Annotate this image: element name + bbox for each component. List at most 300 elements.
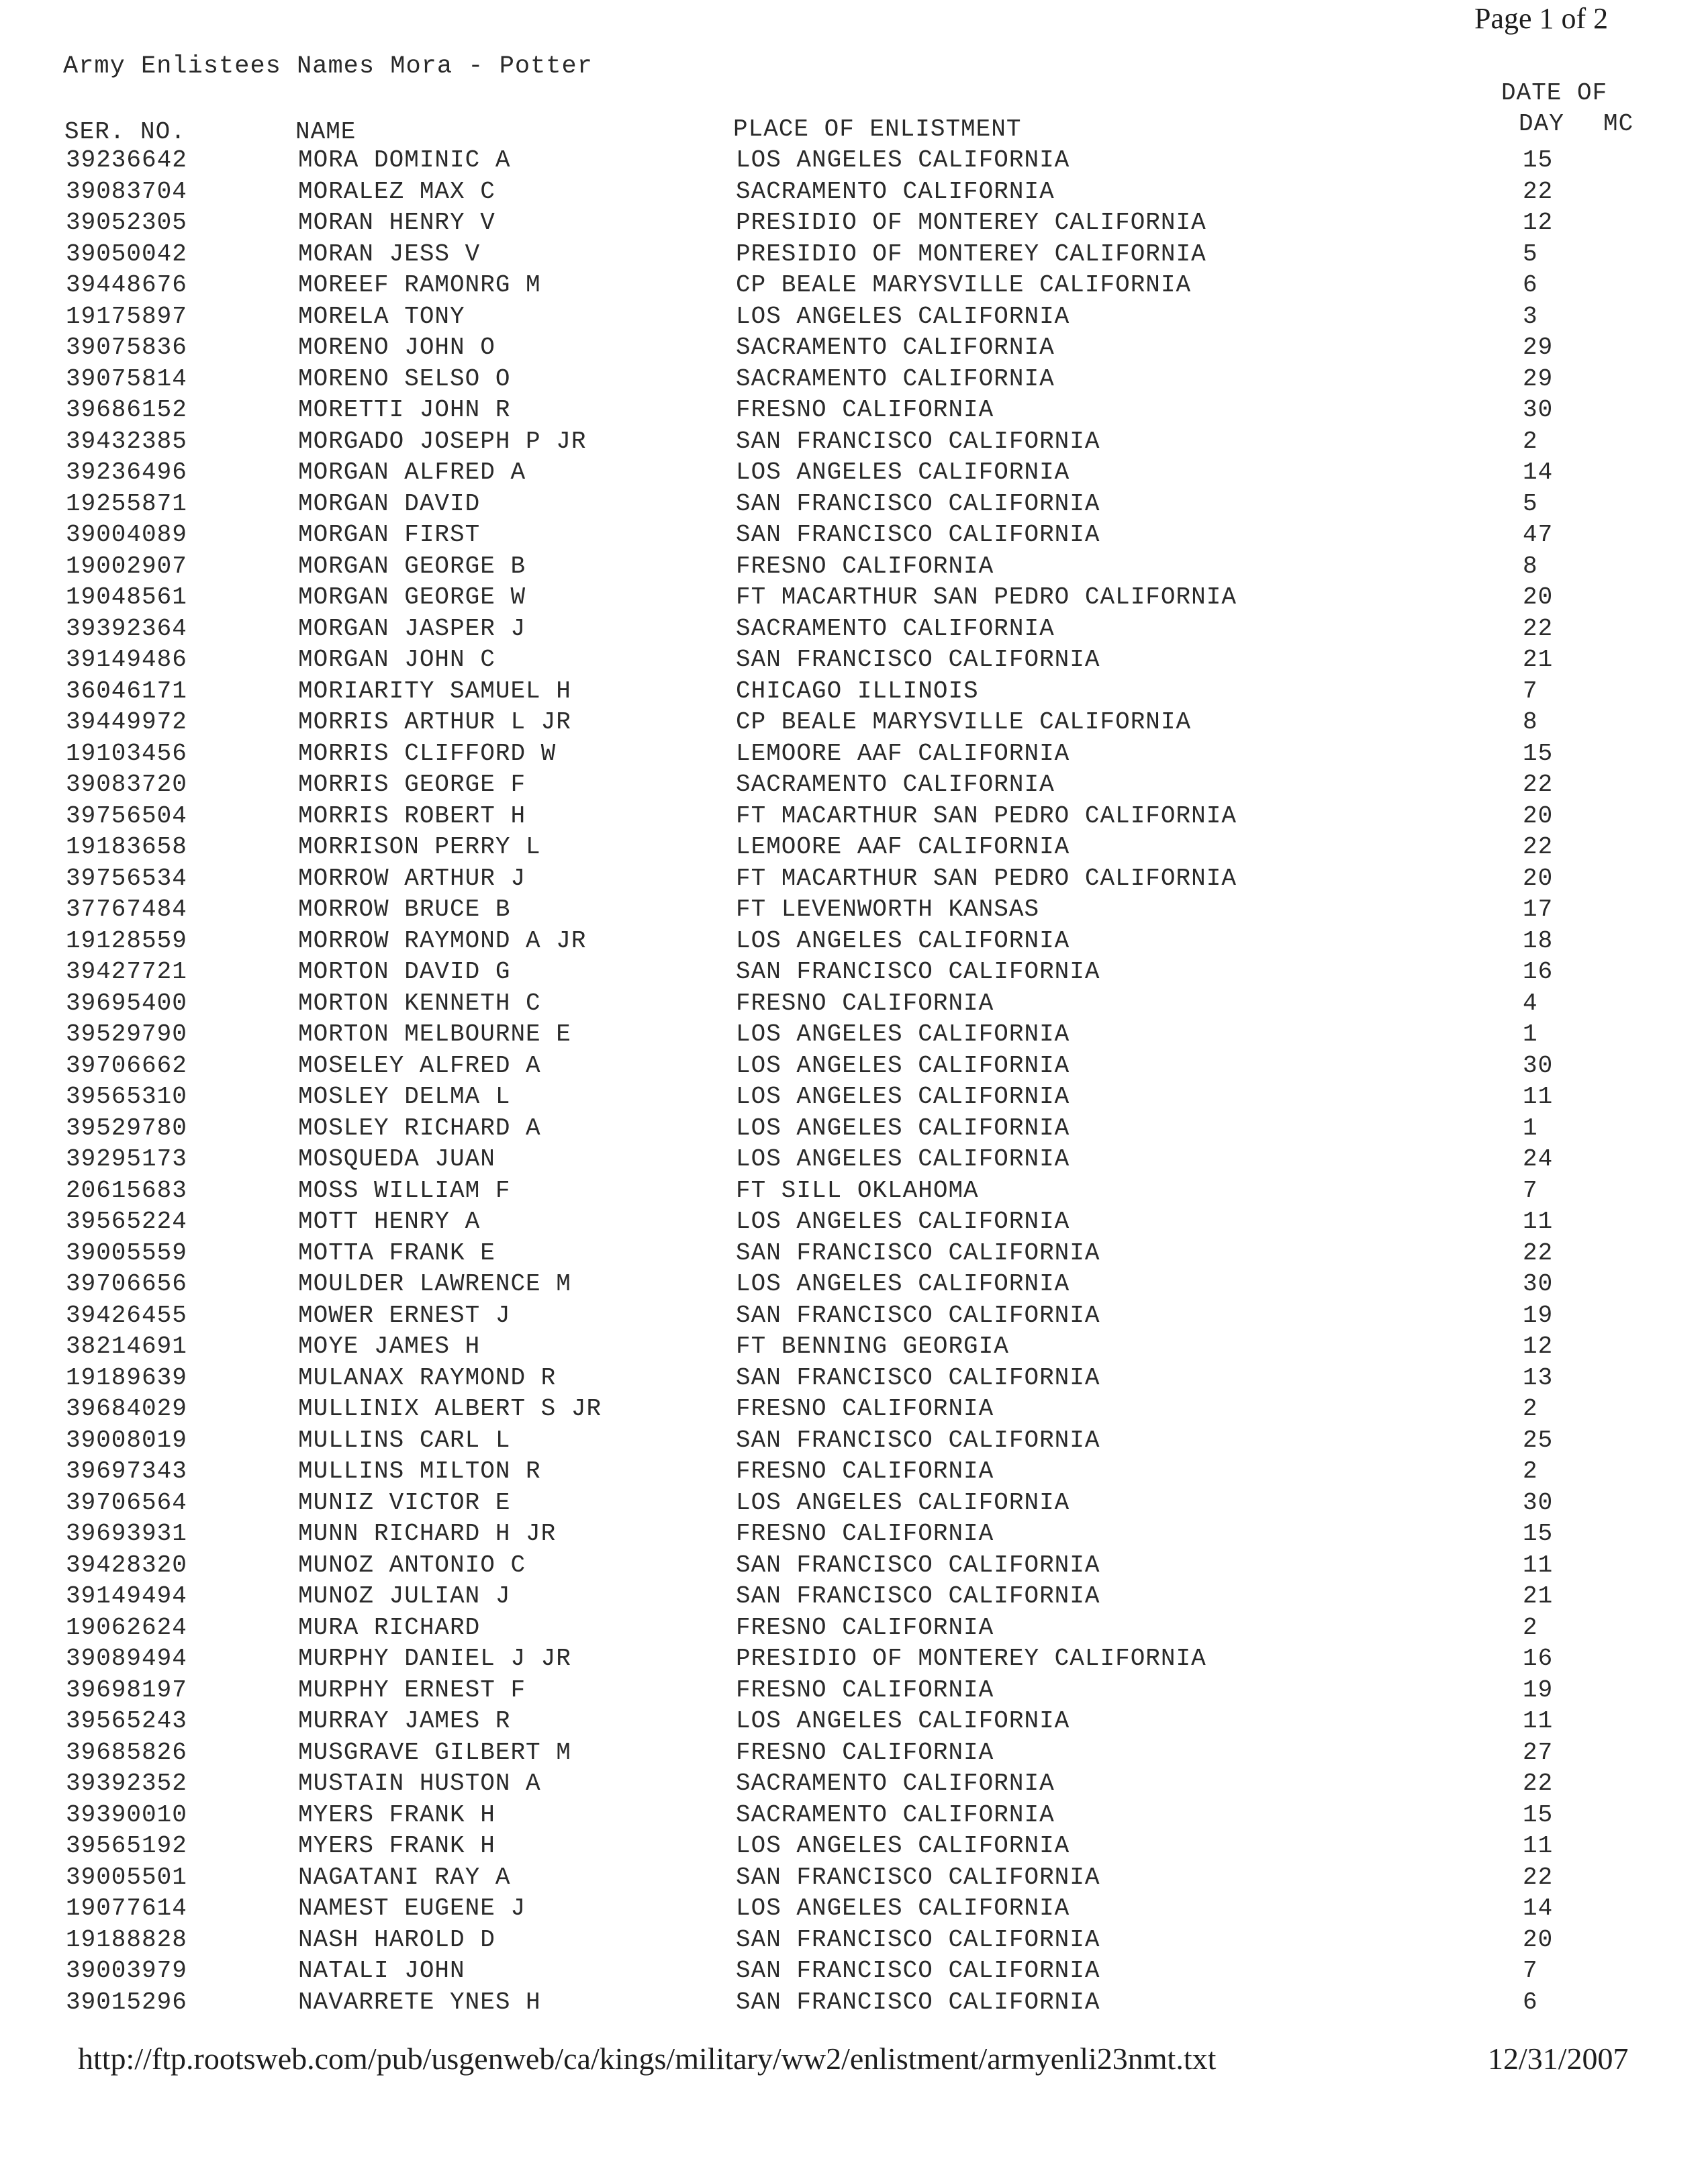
table-row (0, 583, 1708, 615)
place-cell: LOS ANGELES CALIFORNIA (736, 459, 1070, 486)
day-cell: 22 (1523, 177, 1554, 205)
ser-no-cell: 39089494 (66, 1645, 187, 1672)
day-cell: 18 (1523, 926, 1554, 955)
day-cell: 2 (1523, 427, 1538, 455)
day-cell: 20 (1523, 583, 1554, 611)
day-cell: 1 (1523, 1020, 1538, 1048)
ser-no-cell: 37767484 (66, 896, 187, 923)
day-cell: 14 (1523, 459, 1554, 486)
name-cell: MORRIS ROBERT H (298, 802, 526, 830)
place-cell: SAN FRANCISCO CALIFORNIA (736, 1301, 1100, 1329)
day-cell: 30 (1523, 1488, 1554, 1517)
name-cell: MORROW BRUCE B (298, 896, 511, 923)
name-cell: MULANAX RAYMOND R (298, 1363, 557, 1392)
ser-no-cell: 19077614 (66, 1894, 187, 1922)
ser-no-cell: 39529790 (66, 1020, 187, 1048)
place-cell: LEMOORE AAF CALIFORNIA (736, 833, 1070, 861)
column-header-name: NAME (295, 118, 357, 146)
ser-no-cell: 39050042 (66, 240, 187, 268)
table-row (0, 1707, 1708, 1739)
table-row (0, 771, 1708, 802)
place-cell: FT BENNING GEORGIA (736, 1333, 1009, 1360)
column-header-ser-no: SER. NO. (64, 118, 186, 146)
table-row (0, 1457, 1708, 1489)
day-cell: 30 (1523, 1051, 1554, 1080)
day-cell: 19 (1523, 1301, 1554, 1329)
place-cell: LOS ANGELES CALIFORNIA (736, 1145, 1070, 1173)
name-cell: MOSQUEDA JUAN (298, 1145, 495, 1173)
name-cell: NATALI JOHN (298, 1957, 465, 1984)
ser-no-cell: 36046171 (66, 677, 187, 705)
ser-no-cell: 39693931 (66, 1520, 187, 1547)
table-row (0, 646, 1708, 677)
place-cell: SAN FRANCISCO CALIFORNIA (736, 1363, 1100, 1392)
table-row (0, 553, 1708, 584)
table-row (0, 303, 1708, 334)
ser-no-cell: 39149486 (66, 646, 187, 673)
ser-no-cell: 38214691 (66, 1333, 187, 1360)
column-header-day: DAY (1519, 110, 1564, 138)
table-row (0, 677, 1708, 709)
ser-no-cell: 19189639 (66, 1363, 187, 1392)
name-cell: MUNN RICHARD H JR (298, 1520, 557, 1547)
ser-no-cell: 39427721 (66, 958, 187, 986)
day-cell: 3 (1523, 302, 1538, 330)
name-cell: MORGAN GEORGE W (298, 583, 526, 611)
name-cell: MORAN HENRY V (298, 209, 495, 236)
place-cell: SAN FRANCISCO CALIFORNIA (736, 1426, 1100, 1454)
ser-no-cell: 39565243 (66, 1707, 187, 1735)
day-cell: 11 (1523, 1208, 1554, 1235)
name-cell: MORGAN FIRST (298, 521, 481, 548)
ser-no-cell: 39529780 (66, 1114, 187, 1142)
name-cell: MUNOZ JULIAN J (298, 1582, 511, 1610)
ser-no-cell: 39392364 (66, 614, 187, 642)
name-cell: MORGAN JASPER J (298, 614, 526, 642)
ser-no-cell: 39686152 (66, 396, 187, 424)
place-cell: LOS ANGELES CALIFORNIA (736, 1020, 1070, 1048)
name-cell: MORRIS GEORGE F (298, 771, 526, 798)
name-cell: MORRIS CLIFFORD W (298, 739, 557, 767)
footer-date: 12/31/2007 (1488, 2042, 1629, 2076)
place-cell: FT MACARTHUR SAN PEDRO CALIFORNIA (736, 802, 1237, 830)
place-cell: SACRAMENTO CALIFORNIA (736, 334, 1055, 361)
place-cell: PRESIDIO OF MONTEREY CALIFORNIA (736, 209, 1206, 236)
table-row (0, 1364, 1708, 1396)
day-cell: 12 (1523, 209, 1554, 236)
name-cell: MORGADO JOSEPH P JR (298, 427, 587, 455)
table-row (0, 1302, 1708, 1333)
ser-no-cell: 39706662 (66, 1051, 187, 1080)
day-cell: 1 (1523, 1114, 1538, 1142)
day-cell: 15 (1523, 146, 1554, 174)
place-cell: LOS ANGELES CALIFORNIA (736, 1832, 1070, 1860)
name-cell: MURRAY JAMES R (298, 1707, 511, 1735)
name-cell: MOSLEY RICHARD A (298, 1114, 541, 1142)
place-cell: SAN FRANCISCO CALIFORNIA (736, 1863, 1100, 1891)
table-row (0, 146, 1708, 178)
ser-no-cell: 39005559 (66, 1239, 187, 1267)
name-cell: MULLINS MILTON R (298, 1457, 541, 1485)
day-cell: 15 (1523, 1520, 1554, 1547)
ser-no-cell: 39706656 (66, 1270, 187, 1298)
place-cell: LOS ANGELES CALIFORNIA (736, 1894, 1070, 1922)
day-cell: 5 (1523, 489, 1538, 518)
table-row (0, 708, 1708, 740)
table-row (0, 740, 1708, 771)
table-row (0, 896, 1708, 927)
ser-no-cell: 39706564 (66, 1488, 187, 1517)
footer-source-url: http://ftp.rootsweb.com/pub/usgenweb/ca/kings/military/ww2/enlistment/armyenli23nmt.txt (78, 2042, 1217, 2076)
table-row (0, 1926, 1708, 1958)
column-header-place: PLACE OF ENLISTMENT (733, 115, 1022, 143)
table-row (0, 802, 1708, 834)
name-cell: MYERS FRANK H (298, 1832, 495, 1860)
ser-no-cell: 39684029 (66, 1395, 187, 1423)
place-cell: FRESNO CALIFORNIA (736, 1676, 994, 1704)
table-row (0, 833, 1708, 865)
ser-no-cell: 39565310 (66, 1083, 187, 1110)
ser-no-cell: 19002907 (66, 552, 187, 580)
table-row (0, 1177, 1708, 1208)
day-cell: 20 (1523, 1925, 1554, 1954)
day-cell: 17 (1523, 896, 1554, 923)
table-row (0, 1551, 1708, 1583)
name-cell: MOREEF RAMONRG M (298, 271, 541, 299)
ser-no-cell: 39448676 (66, 271, 187, 299)
table-row (0, 1020, 1708, 1052)
place-cell: FT MACARTHUR SAN PEDRO CALIFORNIA (736, 864, 1237, 892)
table-row (0, 1270, 1708, 1302)
table-row (0, 271, 1708, 303)
day-cell: 8 (1523, 552, 1538, 580)
table-row (0, 396, 1708, 428)
day-cell: 27 (1523, 1738, 1554, 1766)
table-row (0, 1395, 1708, 1427)
page-number-label: Page 1 of 2 (1474, 2, 1609, 35)
day-cell: 7 (1523, 1957, 1538, 1984)
ser-no-cell: 39008019 (66, 1426, 187, 1454)
table-row (0, 209, 1708, 240)
name-cell: MORROW RAYMOND A JR (298, 926, 587, 955)
place-cell: FRESNO CALIFORNIA (736, 1738, 994, 1766)
day-cell: 11 (1523, 1083, 1554, 1110)
day-cell: 6 (1523, 1988, 1538, 2016)
ser-no-cell: 39697343 (66, 1457, 187, 1485)
table-row (0, 1582, 1708, 1614)
day-cell: 11 (1523, 1707, 1554, 1735)
table-row (0, 1052, 1708, 1084)
name-cell: MULLINIX ALBERT S JR (298, 1395, 602, 1423)
name-cell: MOULDER LAWRENCE M (298, 1270, 571, 1298)
name-cell: MOTT HENRY A (298, 1208, 481, 1235)
table-row (0, 1645, 1708, 1676)
place-cell: LOS ANGELES CALIFORNIA (736, 1083, 1070, 1110)
name-cell: MOSLEY DELMA L (298, 1083, 511, 1110)
place-cell: CP BEALE MARYSVILLE CALIFORNIA (736, 271, 1192, 299)
name-cell: MORROW ARTHUR J (298, 864, 526, 892)
ser-no-cell: 20615683 (66, 1176, 187, 1204)
name-cell: MYERS FRANK H (298, 1801, 495, 1829)
place-cell: SACRAMENTO CALIFORNIA (736, 1770, 1055, 1797)
place-cell: FT MACARTHUR SAN PEDRO CALIFORNIA (736, 583, 1237, 611)
ser-no-cell: 39685826 (66, 1738, 187, 1766)
ser-no-cell: 19255871 (66, 489, 187, 518)
place-cell: SACRAMENTO CALIFORNIA (736, 1801, 1055, 1829)
place-cell: FRESNO CALIFORNIA (736, 1457, 994, 1485)
ser-no-cell: 39449972 (66, 708, 187, 736)
day-cell: 2 (1523, 1395, 1538, 1423)
name-cell: MORTON MELBOURNE E (298, 1020, 571, 1048)
name-cell: MORA DOMINIC A (298, 146, 511, 174)
day-cell: 25 (1523, 1426, 1554, 1454)
table-row (0, 1832, 1708, 1864)
ser-no-cell: 39149494 (66, 1582, 187, 1610)
place-cell: SACRAMENTO CALIFORNIA (736, 177, 1055, 205)
day-cell: 11 (1523, 1551, 1554, 1579)
place-cell: FT SILL OKLAHOMA (736, 1176, 979, 1204)
place-cell: FRESNO CALIFORNIA (736, 552, 994, 580)
table-row (0, 1801, 1708, 1833)
table-row (0, 1894, 1708, 1926)
day-cell: 12 (1523, 1333, 1554, 1360)
day-cell: 29 (1523, 365, 1554, 393)
place-cell: PRESIDIO OF MONTEREY CALIFORNIA (736, 1645, 1206, 1672)
ser-no-cell: 39005501 (66, 1863, 187, 1891)
table-row (0, 1114, 1708, 1146)
name-cell: MOTTA FRANK E (298, 1239, 495, 1267)
day-cell: 6 (1523, 271, 1538, 299)
ser-no-cell: 19188828 (66, 1925, 187, 1954)
table-row (0, 1489, 1708, 1521)
table-row (0, 1676, 1708, 1708)
place-cell: LOS ANGELES CALIFORNIA (736, 146, 1070, 174)
table-row (0, 1145, 1708, 1177)
ser-no-cell: 39392352 (66, 1770, 187, 1797)
place-cell: SAN FRANCISCO CALIFORNIA (736, 489, 1100, 518)
place-cell: FRESNO CALIFORNIA (736, 1395, 994, 1423)
place-cell: FRESNO CALIFORNIA (736, 1613, 994, 1641)
ser-no-cell: 39075814 (66, 365, 187, 393)
table-row (0, 490, 1708, 522)
name-cell: MURA RICHARD (298, 1613, 481, 1641)
name-cell: NAGATANI RAY A (298, 1863, 511, 1891)
ser-no-cell: 39756504 (66, 802, 187, 830)
ser-no-cell: 39756534 (66, 864, 187, 892)
day-cell: 2 (1523, 1457, 1538, 1485)
ser-no-cell: 19103456 (66, 739, 187, 767)
table-row (0, 1427, 1708, 1458)
name-cell: MORETTI JOHN R (298, 396, 511, 424)
table-row (0, 365, 1708, 397)
ser-no-cell: 19128559 (66, 926, 187, 955)
name-cell: MORENO SELSO O (298, 365, 511, 393)
day-cell: 5 (1523, 240, 1538, 268)
name-cell: MULLINS CARL L (298, 1426, 511, 1454)
day-cell: 4 (1523, 989, 1538, 1017)
ser-no-cell: 39698197 (66, 1676, 187, 1704)
place-cell: SACRAMENTO CALIFORNIA (736, 365, 1055, 393)
day-cell: 19 (1523, 1676, 1554, 1704)
day-cell: 20 (1523, 802, 1554, 830)
table-row (0, 459, 1708, 490)
place-cell: SAN FRANCISCO CALIFORNIA (736, 1988, 1100, 2016)
ser-no-cell: 39083704 (66, 177, 187, 205)
name-cell: MORRISON PERRY L (298, 833, 541, 861)
document-title: Army Enlistees Names Mora - Potter (63, 52, 593, 81)
place-cell: CHICAGO ILLINOIS (736, 677, 979, 705)
name-cell: MORALEZ MAX C (298, 177, 495, 205)
day-cell: 2 (1523, 1613, 1538, 1641)
table-row (0, 178, 1708, 209)
name-cell: MORIARITY SAMUEL H (298, 677, 571, 705)
place-cell: LOS ANGELES CALIFORNIA (736, 1707, 1070, 1735)
name-cell: MORGAN DAVID (298, 489, 481, 518)
ser-no-cell: 39565192 (66, 1832, 187, 1860)
ser-no-cell: 39052305 (66, 209, 187, 236)
ser-no-cell: 39295173 (66, 1145, 187, 1173)
name-cell: MORRIS ARTHUR L JR (298, 708, 571, 736)
ser-no-cell: 39075836 (66, 334, 187, 361)
name-cell: MORTON KENNETH C (298, 989, 541, 1017)
ser-no-cell: 39236642 (66, 146, 187, 174)
day-cell: 29 (1523, 334, 1554, 361)
name-cell: MOSELEY ALFRED A (298, 1051, 541, 1080)
name-cell: MORTON DAVID G (298, 958, 511, 986)
day-cell: 47 (1523, 521, 1554, 548)
ser-no-cell: 19062624 (66, 1613, 187, 1641)
place-cell: LOS ANGELES CALIFORNIA (736, 1051, 1070, 1080)
place-cell: SAN FRANCISCO CALIFORNIA (736, 521, 1100, 548)
table-row (0, 240, 1708, 272)
name-cell: NAMEST EUGENE J (298, 1894, 526, 1922)
place-cell: LOS ANGELES CALIFORNIA (736, 926, 1070, 955)
day-cell: 30 (1523, 1270, 1554, 1298)
table-row (0, 990, 1708, 1021)
ser-no-cell: 39236496 (66, 459, 187, 486)
table-row (0, 1957, 1708, 1988)
day-cell: 22 (1523, 1770, 1554, 1797)
name-cell: MUSGRAVE GILBERT M (298, 1738, 571, 1766)
ser-no-cell: 39083720 (66, 771, 187, 798)
name-cell: MORGAN GEORGE B (298, 552, 526, 580)
place-cell: SAN FRANCISCO CALIFORNIA (736, 958, 1100, 986)
name-cell: MOYE JAMES H (298, 1333, 481, 1360)
place-cell: SACRAMENTO CALIFORNIA (736, 771, 1055, 798)
ser-no-cell: 39432385 (66, 427, 187, 455)
table-row (0, 521, 1708, 553)
table-row (0, 958, 1708, 990)
day-cell: 21 (1523, 646, 1554, 673)
place-cell: SAN FRANCISCO CALIFORNIA (736, 1957, 1100, 1984)
name-cell: NASH HAROLD D (298, 1925, 495, 1954)
day-cell: 15 (1523, 739, 1554, 767)
name-cell: MOWER ERNEST J (298, 1301, 511, 1329)
place-cell: CP BEALE MARYSVILLE CALIFORNIA (736, 708, 1192, 736)
ser-no-cell: 19183658 (66, 833, 187, 861)
day-cell: 30 (1523, 396, 1554, 424)
table-row (0, 428, 1708, 459)
day-cell: 24 (1523, 1145, 1554, 1173)
table-row (0, 1988, 1708, 2020)
place-cell: FRESNO CALIFORNIA (736, 1520, 994, 1547)
day-cell: 22 (1523, 833, 1554, 861)
name-cell: MUNIZ VICTOR E (298, 1488, 511, 1517)
column-header-date-of: DATE OF (1501, 79, 1608, 107)
name-cell: MOSS WILLIAM F (298, 1176, 511, 1204)
table-row (0, 1239, 1708, 1271)
ser-no-cell: 39426455 (66, 1301, 187, 1329)
table-row (0, 1333, 1708, 1364)
ser-no-cell: 39565224 (66, 1208, 187, 1235)
place-cell: FRESNO CALIFORNIA (736, 396, 994, 424)
place-cell: SACRAMENTO CALIFORNIA (736, 614, 1055, 642)
ser-no-cell: 19048561 (66, 583, 187, 611)
name-cell: MURPHY DANIEL J JR (298, 1645, 571, 1672)
place-cell: LOS ANGELES CALIFORNIA (736, 1270, 1070, 1298)
day-cell: 16 (1523, 958, 1554, 986)
day-cell: 16 (1523, 1645, 1554, 1672)
table-row (0, 1614, 1708, 1645)
place-cell: FT LEVENWORTH KANSAS (736, 896, 1040, 923)
table-row (0, 1770, 1708, 1801)
table-row (0, 927, 1708, 959)
day-cell: 22 (1523, 771, 1554, 798)
day-cell: 11 (1523, 1832, 1554, 1860)
ser-no-cell: 39428320 (66, 1551, 187, 1579)
name-cell: MORENO JOHN O (298, 334, 495, 361)
name-cell: NAVARRETE YNES H (298, 1988, 541, 2016)
name-cell: MUNOZ ANTONIO C (298, 1551, 526, 1579)
place-cell: SAN FRANCISCO CALIFORNIA (736, 1239, 1100, 1267)
day-cell: 7 (1523, 1176, 1538, 1204)
name-cell: MORELA TONY (298, 302, 465, 330)
place-cell: SAN FRANCISCO CALIFORNIA (736, 1925, 1100, 1954)
name-cell: MURPHY ERNEST F (298, 1676, 526, 1704)
day-cell: 8 (1523, 708, 1538, 736)
day-cell: 15 (1523, 1801, 1554, 1829)
name-cell: MORAN JESS V (298, 240, 481, 268)
day-cell: 14 (1523, 1894, 1554, 1922)
name-cell: MORGAN ALFRED A (298, 459, 526, 486)
table-row (0, 615, 1708, 646)
table-row (0, 865, 1708, 896)
day-cell: 21 (1523, 1582, 1554, 1610)
place-cell: LEMOORE AAF CALIFORNIA (736, 739, 1070, 767)
place-cell: SAN FRANCISCO CALIFORNIA (736, 646, 1100, 673)
ser-no-cell: 39015296 (66, 1988, 187, 2016)
table-row (0, 1520, 1708, 1551)
place-cell: LOS ANGELES CALIFORNIA (736, 302, 1070, 330)
ser-no-cell: 39695400 (66, 989, 187, 1017)
table-row (0, 1208, 1708, 1239)
day-cell: 22 (1523, 614, 1554, 642)
name-cell: MORGAN JOHN C (298, 646, 495, 673)
place-cell: SAN FRANCISCO CALIFORNIA (736, 1551, 1100, 1579)
ser-no-cell: 19175897 (66, 302, 187, 330)
day-cell: 22 (1523, 1863, 1554, 1891)
table-row (0, 1864, 1708, 1895)
place-cell: LOS ANGELES CALIFORNIA (736, 1114, 1070, 1142)
day-cell: 20 (1523, 864, 1554, 892)
table-row (0, 1083, 1708, 1114)
place-cell: SAN FRANCISCO CALIFORNIA (736, 1582, 1100, 1610)
column-header-month: MC (1603, 110, 1634, 138)
place-cell: LOS ANGELES CALIFORNIA (736, 1488, 1070, 1517)
place-cell: PRESIDIO OF MONTEREY CALIFORNIA (736, 240, 1206, 268)
place-cell: LOS ANGELES CALIFORNIA (736, 1208, 1070, 1235)
day-cell: 22 (1523, 1239, 1554, 1267)
